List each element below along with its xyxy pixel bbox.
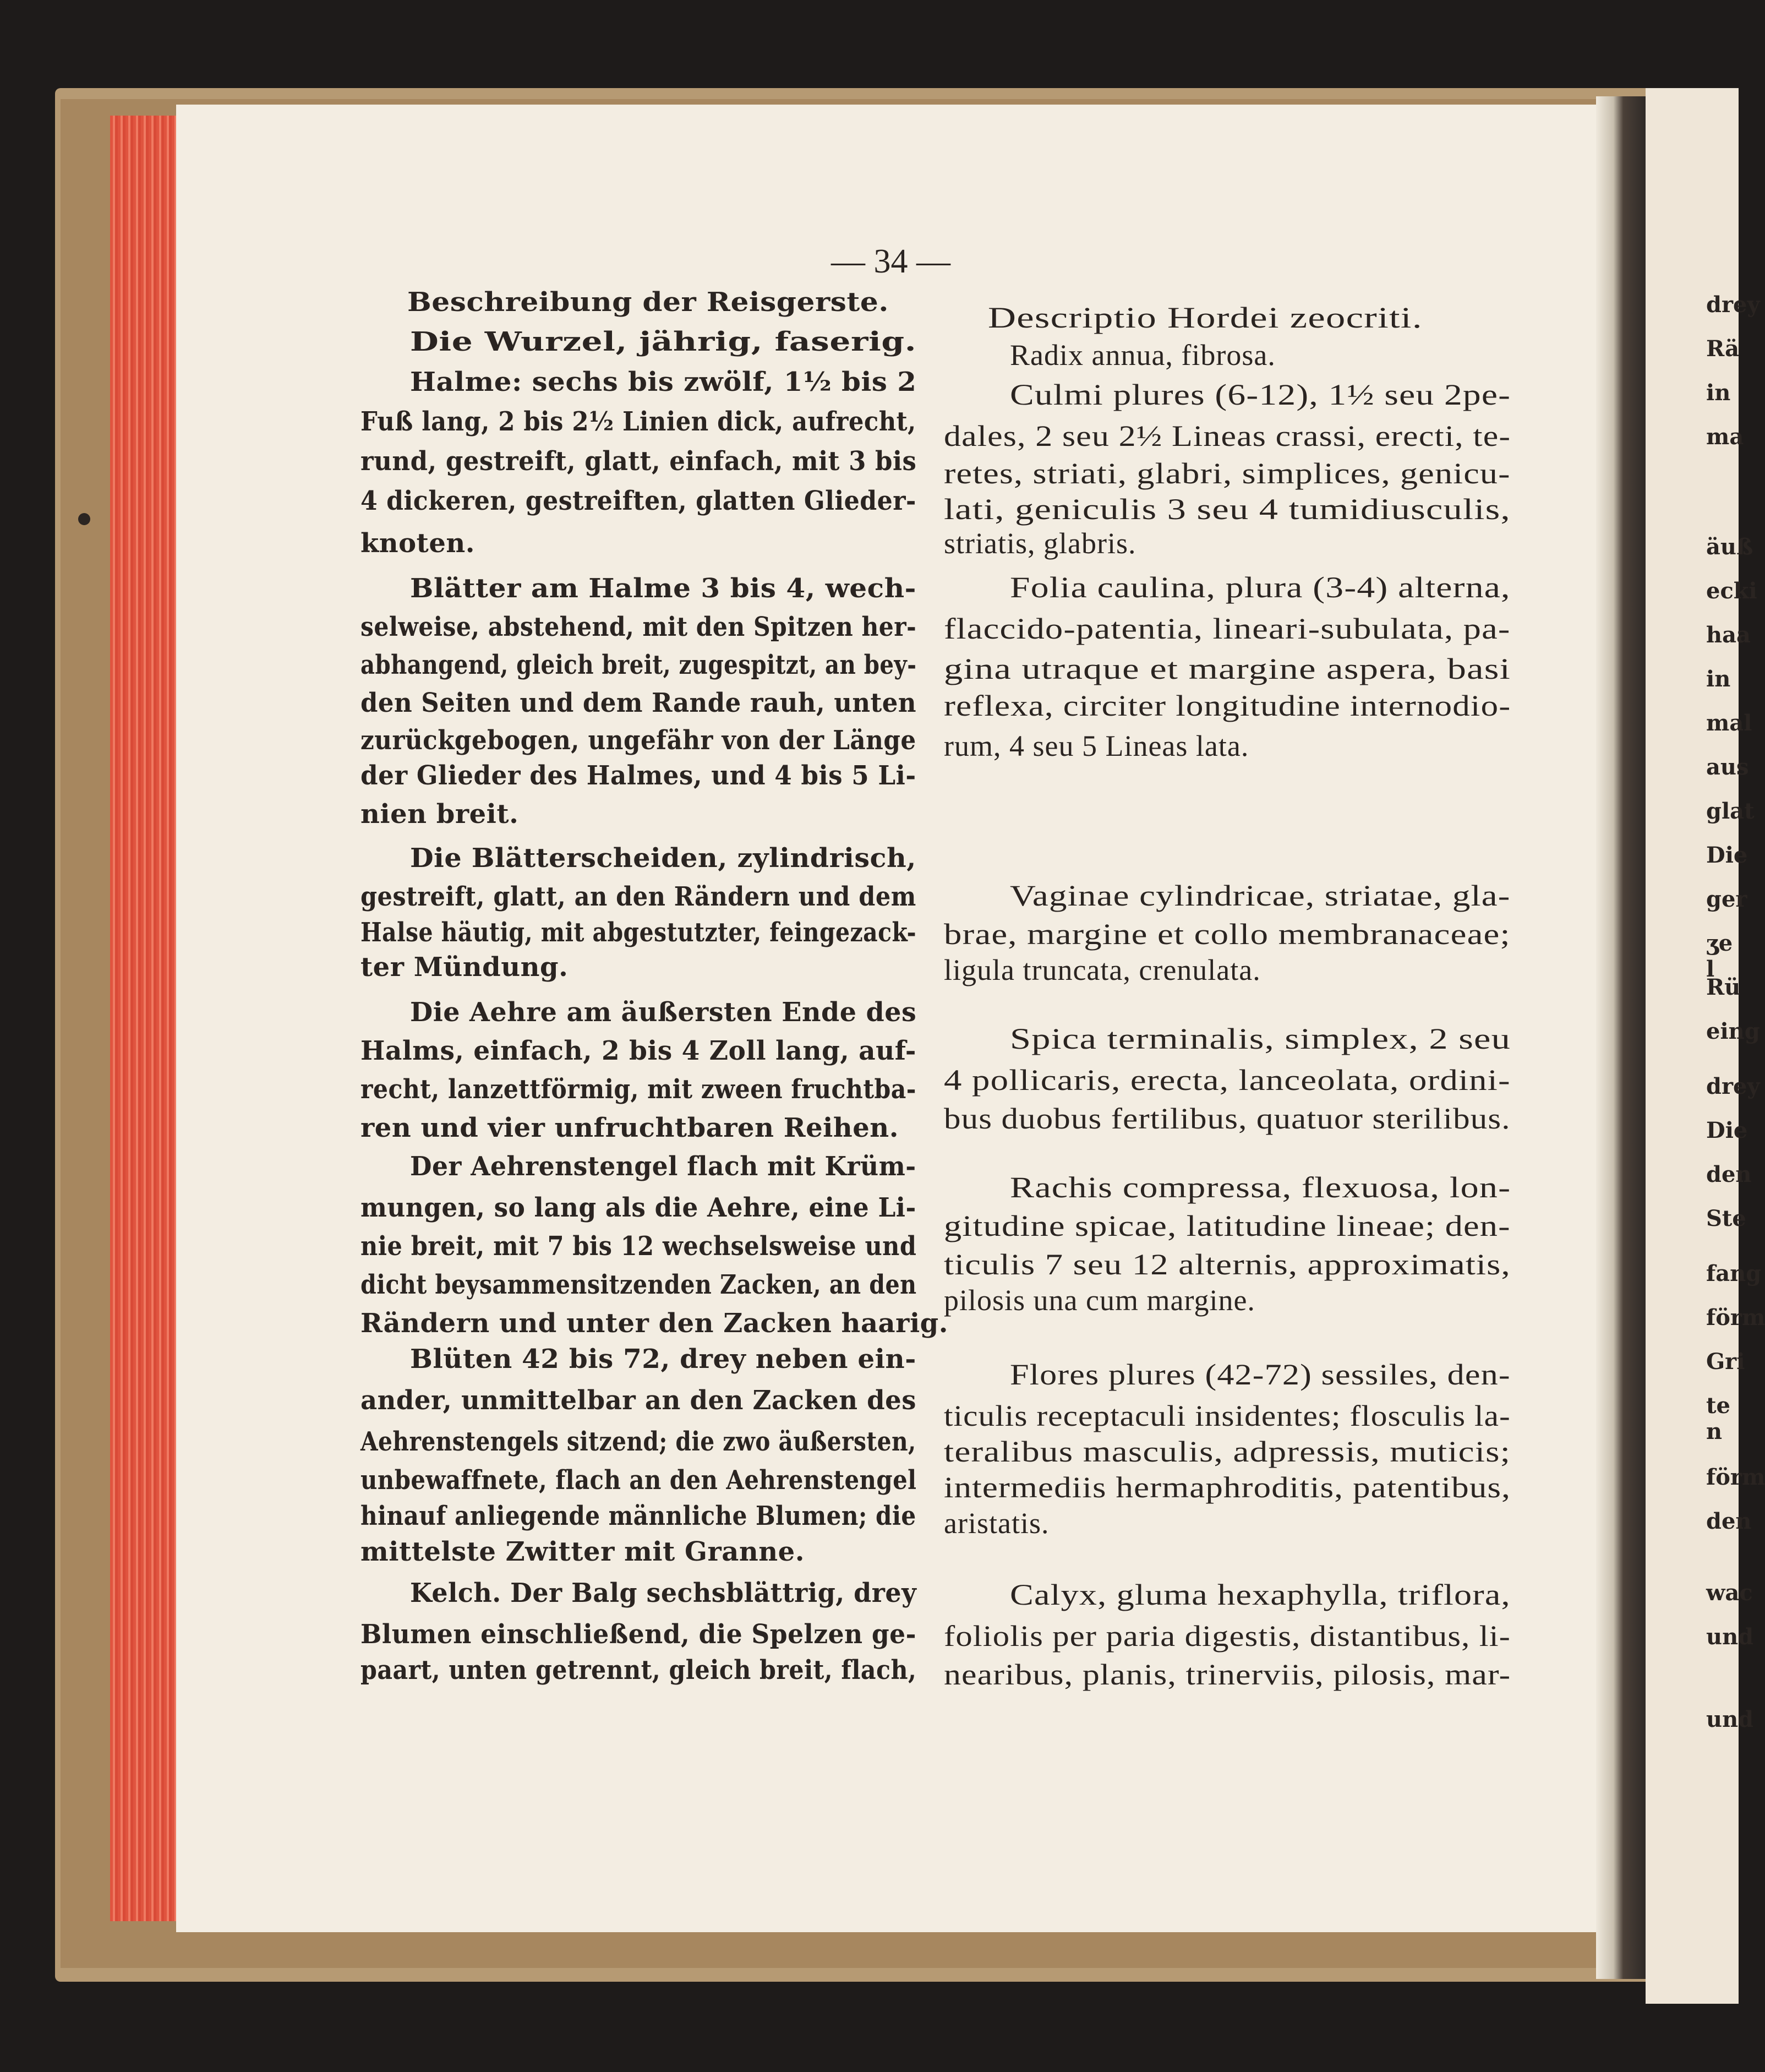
latin-line: ticulis 7 seu 12 alternis, approximatis, bbox=[944, 1248, 1511, 1281]
german-line: Blüten 42 bis 72, drey neben ein- bbox=[410, 1344, 916, 1375]
german-line: Rändern und unter den Zacken haarig. bbox=[360, 1308, 948, 1339]
margin-fragment: drey bbox=[1706, 1073, 1760, 1099]
german-line: Blumen einschließend, die Spelzen ge- bbox=[360, 1619, 916, 1650]
german-line: der Glieder des Halmes, und 4 bis 5 Li- bbox=[360, 760, 916, 791]
latin-line: 4 pollicaris, erecta, lanceolata, ordini- bbox=[944, 1064, 1511, 1097]
margin-fragment: haa bbox=[1706, 622, 1751, 648]
german-line: ter Mündung. bbox=[360, 952, 569, 983]
margin-fragment: ma bbox=[1706, 424, 1744, 450]
latin-line: ticulis receptaculi insidentes; flosculis la- bbox=[944, 1399, 1511, 1432]
latin-line: gitudine spicae, latitudine lineae; den- bbox=[944, 1209, 1511, 1242]
margin-fragment: Gri bbox=[1706, 1349, 1745, 1375]
german-line: rund, gestreift, glatt, einfach, mit 3 bis bbox=[360, 446, 917, 477]
german-line: paart, unten getrennt, gleich breit, flach, bbox=[360, 1655, 917, 1686]
latin-line: foliolis per paria digestis, distantibus, li- bbox=[944, 1620, 1511, 1653]
german-line: Fuß lang, 2 bis 2½ Linien dick, aufrecht, bbox=[360, 406, 916, 437]
german-column bbox=[360, 287, 948, 1775]
margin-fragment: drey bbox=[1706, 292, 1760, 318]
page-edges bbox=[110, 116, 187, 1921]
latin-line: ligula truncata, crenulata. bbox=[944, 953, 1261, 986]
margin-fragment: den bbox=[1706, 1162, 1752, 1187]
latin-line: aristatis. bbox=[944, 1507, 1050, 1540]
german-line: Der Aehrenstengel flach mit Krüm- bbox=[410, 1151, 916, 1182]
german-line: 4 dickeren, gestreiften, glatten Glieder- bbox=[360, 486, 916, 516]
german-line: zurückgebogen, ungefähr von der Länge bbox=[360, 725, 916, 756]
german-line: knoten. bbox=[360, 528, 475, 559]
latin-line: pilosis una cum margine. bbox=[944, 1284, 1255, 1317]
german-line: hinauf anliegende männliche Blumen; die bbox=[360, 1501, 916, 1531]
german-line: Aehrenstengels sitzend; die zwo äußersten, bbox=[360, 1426, 916, 1457]
margin-fragment: ger bbox=[1706, 886, 1747, 912]
german-line: unbewaffnete, flach an den Aehrenstengel bbox=[360, 1465, 917, 1496]
latin-line: brae, margine et collo membranaceae; bbox=[944, 918, 1511, 951]
german-line: Halse häutig, mit abgestutzter, feingezack- bbox=[360, 917, 917, 948]
latin-line: Calyx, gluma hexaphylla, triflora, bbox=[1010, 1578, 1511, 1611]
margin-fragment: und bbox=[1706, 1706, 1754, 1732]
latin-line: nearibus, planis, trinerviis, pilosis, mar- bbox=[944, 1658, 1511, 1691]
margin-fragment: Die bbox=[1706, 842, 1748, 868]
margin-fragment: mal bbox=[1706, 710, 1752, 736]
margin-fragment: glat bbox=[1706, 798, 1755, 824]
latin-line: flaccido-patentia, lineari-subulata, pa- bbox=[944, 612, 1511, 645]
latin-line: bus duobus fertilibus, quatuor sterilibus. bbox=[944, 1102, 1511, 1135]
latin-line: Culmi plures (6-12), 1½ seu 2pe- bbox=[1010, 378, 1511, 411]
german-line: recht, lanzettförmig, mit zween fruchtba- bbox=[360, 1074, 916, 1105]
german-line: den Seiten und dem Rande rauh, unten bbox=[360, 688, 917, 718]
binding-hole bbox=[78, 513, 90, 525]
german-line: nie breit, mit 7 bis 12 wechselsweise und bbox=[360, 1231, 917, 1262]
margin-fragment: Die bbox=[1706, 1117, 1748, 1143]
german-line: mittelste Zwitter mit Granne. bbox=[360, 1536, 805, 1567]
german-line: dicht beysammensitzenden Zacken, an den bbox=[360, 1269, 917, 1300]
latin-line: Folia caulina, plura (3-4) alterna, bbox=[1010, 571, 1511, 604]
german-line: Kelch. Der Balg sechsblättrig, drey bbox=[410, 1578, 917, 1608]
margin-fragment: Rä bbox=[1706, 336, 1740, 362]
latin-line: lati, geniculis 3 seu 4 tumidiusculis, bbox=[944, 493, 1511, 526]
german-line: selweise, abstehend, mit den Spitzen her- bbox=[360, 612, 917, 642]
margin-fragment: fang bbox=[1706, 1261, 1762, 1286]
book-gutter bbox=[1596, 96, 1646, 1979]
latin-line: rum, 4 seu 5 Lineas lata. bbox=[944, 729, 1249, 762]
latin-line: reflexa, circiter longitudine internodio- bbox=[944, 689, 1511, 722]
german-line: mungen, so lang als die Aehre, eine Li- bbox=[360, 1192, 916, 1223]
margin-fragment: in bbox=[1706, 380, 1731, 406]
right-margin-fragments bbox=[1706, 292, 1765, 1778]
german-line: abhangend, gleich breit, zugespitzt, an bey- bbox=[360, 650, 917, 680]
latin-line: intermediis hermaphroditis, patentibus, bbox=[944, 1471, 1511, 1504]
latin-line: striatis, glabris. bbox=[944, 527, 1136, 560]
margin-fragment: förm bbox=[1706, 1464, 1765, 1490]
margin-fragment: aus bbox=[1706, 754, 1749, 780]
margin-fragment: förm bbox=[1706, 1305, 1765, 1331]
margin-fragment: Ste bbox=[1706, 1206, 1746, 1231]
german-line: gestreift, glatt, an den Rändern und dem bbox=[360, 881, 916, 912]
latin-line: gina utraque et margine aspera, basi bbox=[944, 652, 1511, 685]
margin-fragment: und bbox=[1706, 1624, 1754, 1650]
latin-line: teralibus masculis, adpressis, muticis; bbox=[944, 1435, 1511, 1468]
german-line: Blätter am Halme 3 bis 4, wech- bbox=[410, 573, 916, 604]
margin-fragment: Rü bbox=[1706, 974, 1741, 1000]
german-line: Die Blätterscheiden, zylindrisch, bbox=[410, 843, 916, 874]
latin-heading: Descriptio Hordei zeocriti. bbox=[988, 301, 1423, 334]
latin-line: Flores plures (42-72) sessiles, den- bbox=[1010, 1358, 1511, 1391]
latin-line: Rachis compressa, flexuosa, lon- bbox=[1010, 1171, 1511, 1204]
margin-fragment: äuß bbox=[1706, 534, 1753, 560]
german-line: ren und vier unfruchtbaren Reihen. bbox=[360, 1113, 899, 1143]
margin-fragment: wac bbox=[1706, 1580, 1753, 1606]
latin-line: retes, striati, glabri, simplices, genicu- bbox=[944, 457, 1511, 490]
latin-line: Radix annua, fibrosa. bbox=[1010, 339, 1276, 372]
margin-fragment: te n bbox=[1706, 1393, 1730, 1444]
latin-column bbox=[944, 303, 1511, 1773]
german-line: ander, unmittelbar an den Zacken des bbox=[360, 1385, 916, 1416]
page-number: — 34 — bbox=[831, 243, 950, 280]
german-heading: Beschreibung der Reisgerste. bbox=[407, 287, 889, 318]
german-line: Die Wurzel, jährig, faserig. bbox=[410, 326, 917, 357]
margin-fragment: ecki bbox=[1706, 578, 1757, 604]
german-line: nien breit. bbox=[360, 799, 519, 830]
german-line: Halme: sechs bis zwölf, 1½ bis 2 bbox=[410, 367, 917, 397]
latin-line: Vaginae cylindricae, striatae, gla- bbox=[1010, 879, 1511, 912]
margin-fragment: den bbox=[1706, 1508, 1752, 1534]
latin-line: dales, 2 seu 2½ Lineas crassi, erecti, te- bbox=[944, 419, 1511, 452]
margin-fragment: ʒe l bbox=[1706, 930, 1733, 982]
margin-fragment: in bbox=[1706, 666, 1731, 692]
margin-fragment: eing bbox=[1706, 1018, 1760, 1044]
latin-line: Spica terminalis, simplex, 2 seu bbox=[1010, 1022, 1511, 1055]
german-line: Die Aehre am äußersten Ende des bbox=[410, 997, 917, 1028]
german-line: Halms, einfach, 2 bis 4 Zoll lang, auf- bbox=[360, 1035, 916, 1066]
